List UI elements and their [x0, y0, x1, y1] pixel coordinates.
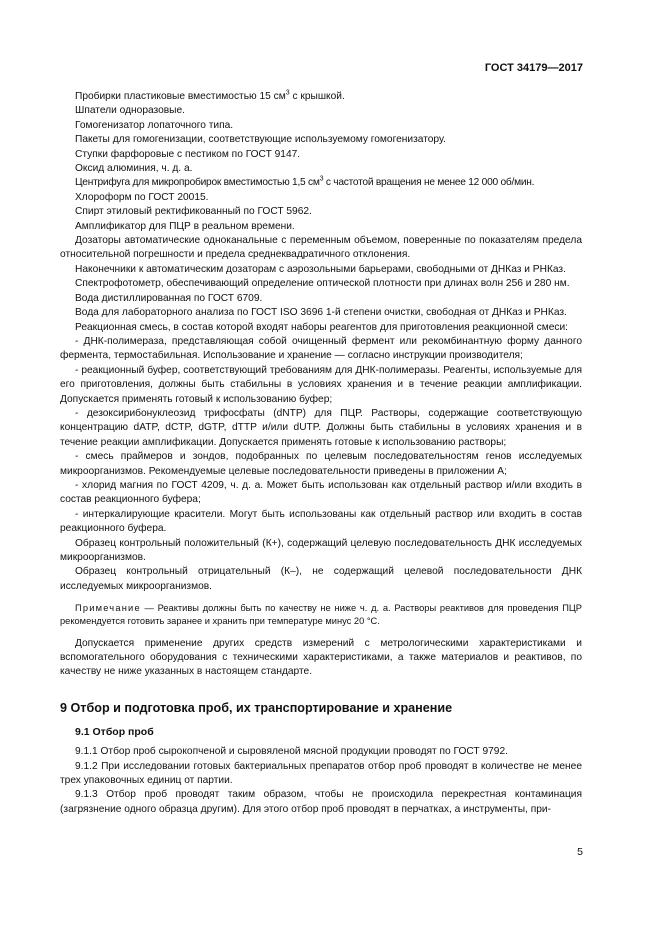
reagent-item: - реакционный буфер, соответствующий требованиям для ДНК-полимеразы. Реагенты, используемые для его приготовления, должны быть стабильны в условиях хранения и в течение реакции амплификации. Допускается применять готовый к использованию буфер;: [60, 364, 582, 405]
reagent-list: [60, 335, 582, 537]
equipment-item: Наконечники к автоматическим дозаторам с аэрозольными барьерами, свободными от ДНКаз и РНКаз.: [75, 263, 566, 275]
note-text: — Реактивы должны быть по качеству не ниже ч. д. а. Растворы реактивов для проведения ПЦР рекомендуется готовить заранее и хранить при температуре минус 20 °С.: [60, 603, 582, 627]
equipment-item: Пробирки пластиковые вместимостью 15 $см^3$ с крышкой.: [75, 89, 345, 102]
equipment-list: [60, 90, 582, 335]
subsection-heading: 9.1 Отбор проб: [75, 725, 154, 738]
reagent-item: - дезоксирибонуклеозид трифосфаты (dNTP) для ПЦР. Растворы, содержащие соответствующую концентрацию dATP, dCTP, dGTP, dTTP и/или dUTP. Должны быть стабильны в условиях хранения и в течение реакции амплификации. Допускается применять готовые к использованию растворы;: [60, 407, 582, 448]
control-sample-positive: Образец контрольный положительный (К+), содержащий целевую последовательность ДНК исследуемых микроорганизмов.: [60, 537, 582, 563]
clause-9-1-3: 9.1.3 Отбор проб проводят таким образом, чтобы не происходила перекрестная контаминация (загрязнение одного образца другим). Для этого отбор проб проводят в перчатках, а инструменты, при-: [60, 789, 582, 815]
equipment-item: Шпатели одноразовые.: [75, 105, 185, 117]
reagent-item: - смесь праймеров и зондов, подобранных по целевым последовательностям генов исследуемых микроорганизмов. Рекомендуемые целевые последовательности приведены в приложении А;: [60, 451, 582, 477]
equipment-item: Оксид алюминия, ч. д. а.: [75, 163, 193, 175]
section-heading: 9 Отбор и подготовка проб, их транспортирование и хранение: [60, 700, 453, 715]
equipment-item: Пакеты для гомогенизации, соответствующие используемому гомогенизатору.: [75, 134, 446, 146]
equipment-item: Хлороформ по ГОСТ 20015.: [75, 191, 209, 203]
reagent-item: - хлорид магния по ГОСТ 4209, ч. д. а. Может быть использован как отдельный раствор и/или входить в состав реакционного буфера;: [60, 479, 582, 506]
equipment-item: Реакционная смесь, в состав которой входят наборы реагентов для приготовления реакционной смеси:: [75, 321, 568, 333]
equipment-item: Дозаторы автоматические одноканальные с переменным объемом, поверенные по показателям предела относительной погрешности и предела среднеквадратичного отклонения.: [60, 235, 582, 261]
control-samples: [60, 537, 582, 595]
clause-9-1-1: 9.1.1 Отбор проб сырокопченой и сыровяленой мясной продукции проводят по ГОСТ 9792.: [75, 746, 508, 758]
page-number: 5: [577, 846, 583, 858]
control-sample-negative: Образец контрольный отрицательный (К–), не содержащий целевой последовательности ДНК исследуемых микроорганизмов.: [60, 566, 582, 592]
clause-9-1-2: 9.1.2 При исследовании готовых бактериальных препаратов отбор проб проводят в количестве не менее трех упаковочных единиц от партии.: [60, 760, 582, 787]
equipment-item: Гомогенизатор лопаточного типа.: [75, 119, 234, 131]
reagent-item: - ДНК-полимераза, представляющая собой очищенный фермент или рекомбинантную форму данного фермента, термостабильная. Использование и хранение — согласно инструкции производителя;: [60, 335, 582, 362]
equipment-item: Вода дистиллированная по ГОСТ 6709.: [75, 292, 263, 304]
equipment-item: Вода для лабораторного анализа по ГОСТ ISO 3696 1-й степени очистки, свободная от ДНКаз и РНКаз.: [75, 307, 567, 319]
note-label: Примечание: [75, 603, 141, 614]
equipment-item: Спектрофотометр, обеспечивающий определение оптической плотности при длинах волн 256 и 280 нм.: [75, 278, 570, 290]
equipment-item: Ступки фарфоровые с пестиком по ГОСТ 9147.: [75, 148, 301, 160]
note: [60, 602, 582, 628]
reagent-item: - интеркалирующие красители. Могут быть использованы как отдельный раствор или входить в состав реакционного буфера.: [60, 508, 582, 535]
equipment-item: Центрифуга для микропробирок вместимостью 1,5 $см^3$ с частотой вращения не менее 12 000 об/мин.: [75, 176, 535, 189]
equipment-item: Спирт этиловый ректификованный по ГОСТ 5962.: [75, 206, 312, 218]
document-body: [60, 90, 582, 817]
standard-header: ГОСТ 34179—2017: [484, 62, 583, 74]
equipment-item: Амплификатор для ПЦР в реальном времени.: [75, 220, 295, 232]
allowance-paragraph: Допускается применение других средств измерений с метрологическими характеристиками и вспомогательного оборудования с техническими характеристиками, а также материалов и реактивов, по качеству не ниже указанных в настоящем стандарте.: [60, 637, 582, 678]
